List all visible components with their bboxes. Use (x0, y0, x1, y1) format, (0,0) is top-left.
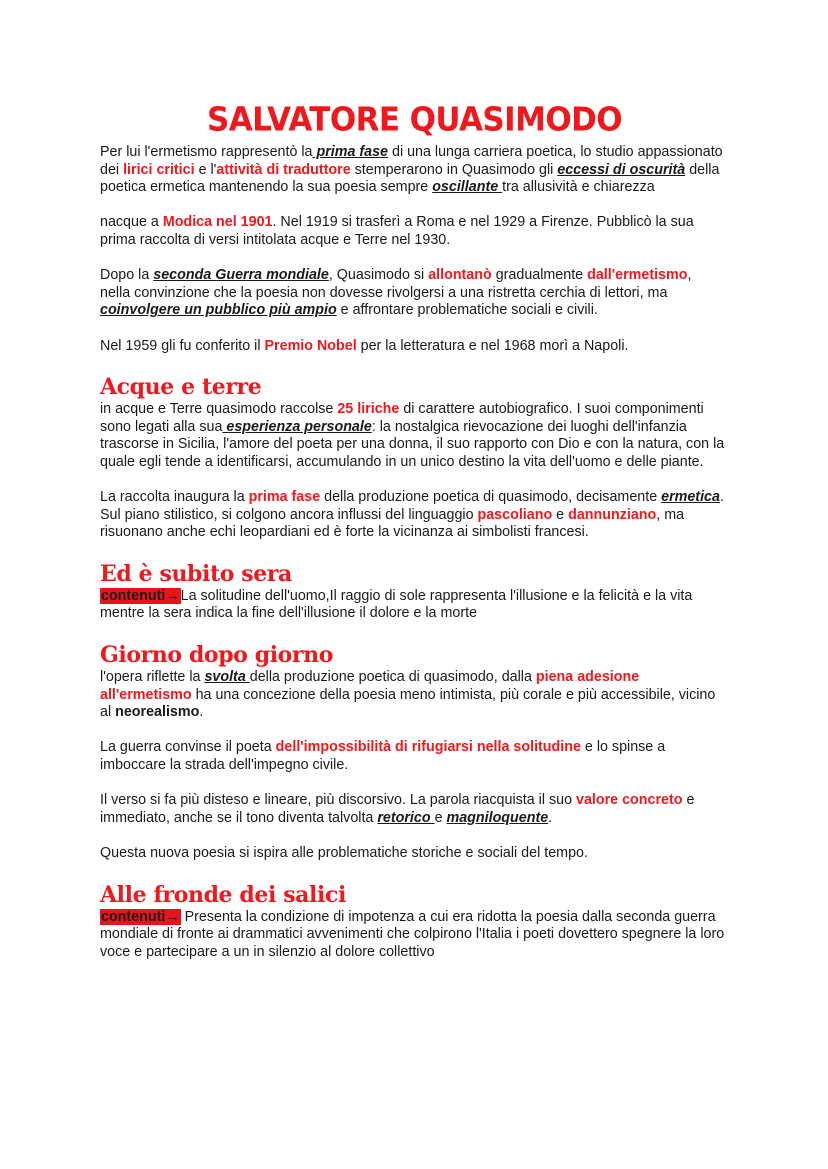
keyword: valore concreto (576, 792, 683, 809)
keyword: esperienza personale (222, 418, 372, 435)
page-title: SALVATORE QUASIMODO (207, 101, 622, 139)
giorno-paragraph-1: l'opera riflette la svolta della produzione poetica di quasimodo, dalla piena adesione all'ermetismo ha una concezione della poesia meno intimista, più corale e più accessibile, vicino al neorealismo. (100, 669, 716, 721)
salici-paragraph: contenuti→ Presenta la condizione di impotenza a cui era ridotta la poesia dalla seconda guerra mondiale di fronte ai drammatici avvenimenti che colpirono l'Italia i poeti dovettero spegnere la loro voce e partecipare a un in silenzio al dolore collettivo (100, 908, 725, 960)
keyword: dall'ermetismo (587, 267, 688, 284)
keyword: oscillante (432, 179, 503, 196)
keyword: dannunziano (568, 506, 657, 523)
keyword: eccessi di oscurità (557, 161, 686, 178)
giorno-paragraph-4: Questa nuova poesia si ispira alle problematiche storiche e sociali del tempo. (100, 845, 588, 861)
section-heading-ed-e-subito-sera: Ed è subito sera (100, 560, 292, 587)
keyword: svolta (204, 669, 250, 686)
keyword: ermetica (661, 489, 720, 506)
keyword: 25 liriche (337, 401, 400, 418)
section-heading-giorno-dopo-giorno: Giorno dopo giorno (100, 642, 333, 669)
section-heading-alle-fronde-dei-salici: Alle fronde dei salici (100, 881, 346, 908)
sera-paragraph: contenuti→La solitudine dell'uomo,Il raggio di sole rappresenta l'illusione e la felicità e la vita mentre la sera indica la fine dell'illusione il dolore e la morte (100, 587, 693, 622)
giorno-paragraph-3: Il verso si fa più disteso e lineare, più discorsivo. La parola riacquista il suo valore concreto e immediato, anche se il tono diventa talvolta retorico e magniloquente. (100, 792, 695, 826)
keyword: attività di traduttore (216, 161, 351, 178)
keyword: retorico (377, 809, 435, 826)
giorno-paragraph-2: La guerra convinse il poeta dell'impossibilità di rifugiarsi nella solitudine e lo spinse a imboccare la strada dell'impegno civile. (100, 739, 666, 774)
content-tag: contenuti→ (101, 908, 180, 925)
keyword: Modica nel 1901 (162, 214, 273, 231)
keyword: dell'impossibilità di rifugiarsi nella solitudine (275, 739, 581, 756)
keyword: seconda Guerra mondiale (153, 267, 329, 284)
document-page (100, 100, 725, 961)
nobel-paragraph: Nel 1959 gli fu conferito il Premio Nobel per la letteratura e nel 1968 morì a Napoli. (100, 337, 629, 354)
keyword: pascoliano (477, 506, 553, 523)
keyword: lirici critici (123, 161, 195, 178)
keyword: coinvolgere un pubblico più ampio (100, 302, 337, 319)
keyword: prima fase (248, 489, 321, 506)
keyword: prima fase (312, 144, 389, 160)
keyword: neorealismo (115, 704, 200, 721)
section-heading-acque-e-terre: Acque e terre (100, 374, 262, 401)
acque-paragraph-1: in acque e Terre quasimodo raccolse 25 liriche di carattere autobiografico. I suoi componimenti sono legati alla sua esperienza personale: la nostalgica rievocazione dei luoghi dell'infanzia trascorse in Sicilia, l'amore del poeta per una donna, il suo rapporto con Dio e con la natura, con la quale egli tende a identificarsi, accumulando in un unico destino la vita dell'uomo e delle piante. (100, 401, 725, 470)
war-paragraph: Dopo la seconda Guerra mondiale, Quasimodo si allontanò gradualmente dall'ermetismo, nella convinzione che la poesia non dovesse rivolgersi a una ristretta cerchia di lettori, ma coinvolgere un pubblico più ampio e affrontare problematiche sociali e civili. (100, 267, 692, 319)
acque-paragraph-2: La raccolta inaugura la prima fase della produzione poetica di quasimodo, decisamente ermetica. Sul piano stilistico, si colgono ancora influssi del linguaggio pascoliano e dannunziano, ma risuonano anche echi leopardiani ed è forte la vicinanza ai simbolisti francesi. (100, 489, 724, 541)
keyword: allontanò (428, 267, 492, 284)
intro-paragraph: Per lui l'ermetismo rappresentò la prima fase di una lunga carriera poetica, lo studio appassionato dei lirici critici e l'attività di traduttore stemperarono in Quasimodo gli eccessi di oscurità della poetica ermetica mantenendo la sua poesia sempre oscillante tra allusività e chiarezza (100, 144, 723, 196)
keyword: piena adesione all'ermetismo (100, 669, 640, 703)
content-tag: contenuti→ (101, 587, 180, 604)
keyword: magniloquente (446, 809, 549, 826)
keyword: Premio Nobel (264, 337, 357, 354)
bio-paragraph: nacque a Modica nel 1901. Nel 1919 si trasferì a Roma e nel 1929 a Firenze. Pubblicò la sua prima raccolta di versi intitolata acque e Terre nel 1930. (100, 214, 694, 248)
